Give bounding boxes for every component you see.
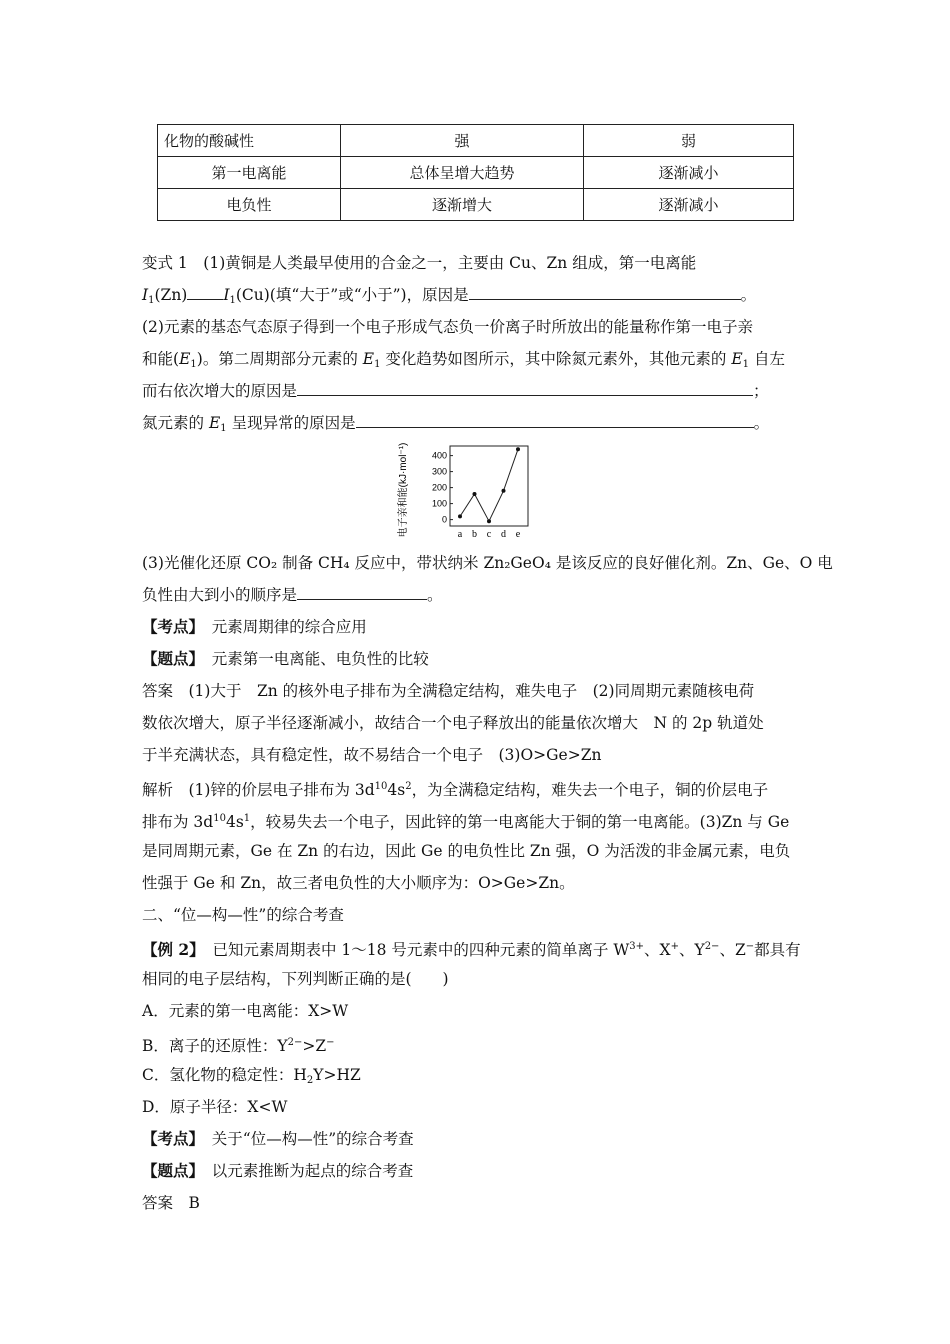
option-a[interactable]: A．元素的第一电离能：X>W bbox=[142, 1002, 349, 1020]
series-line bbox=[460, 449, 518, 521]
table-cell: 逐渐增大 bbox=[341, 189, 584, 221]
table-cell: 总体呈增大趋势 bbox=[341, 157, 584, 189]
table-cell: 强 bbox=[341, 125, 584, 157]
answer1-line3: 于半充满状态，具有稳定性，故不易结合一个电子 (3)O>Ge>Zn bbox=[142, 746, 602, 764]
data-point bbox=[458, 514, 462, 518]
answer1-line1: 答案 (1)大于 Zn 的核外电子排布为全满稳定结构，难失电子 (2)同周期元素随核电荷 bbox=[142, 682, 755, 700]
table-row bbox=[158, 157, 794, 189]
variant1-line4: 和能$(E_1)$。第二周期部分元素的 $E_1$ 变化趋势如图所示，其中除氮元素外，其他元素的 $E_1$ 自左 bbox=[142, 350, 785, 370]
electron-affinity-chart bbox=[388, 440, 548, 540]
table-cell: 逐渐减小 bbox=[584, 189, 794, 221]
tidian-1: 【题点】 元素第一电离能、电负性的比较 bbox=[142, 649, 429, 668]
answer2: 答案 B bbox=[142, 1194, 200, 1212]
table-cell: 第一电离能 bbox=[158, 157, 341, 189]
analysis-line4: 性强于 Ge 和 Zn，故三者电负性的大小顺序为：O>Ge>Zn。 bbox=[142, 874, 575, 892]
y-tick-label: 300 bbox=[431, 466, 447, 477]
variant1-line7: (3)光催化还原 CO₂ 制备 CH₄ 反应中，带状纳米 Zn₂GeO₄ 是该反应的良好催化剂。Zn、Ge、O 电 bbox=[142, 554, 833, 572]
answer-blank[interactable] bbox=[187, 285, 223, 300]
analysis-line1: 解析 (1)锌的价层电子排布为 $3d^{10}4s^2$，为全满稳定结构，难失去一个电子，铜的价层电子 bbox=[142, 781, 769, 799]
kaodian-2: 【考点】 关于“位—构—性”的综合考查 bbox=[142, 1129, 414, 1148]
answer-blank[interactable] bbox=[297, 381, 753, 396]
property-table bbox=[157, 124, 794, 221]
variant1-line5: 而右依次增大的原因是 ； bbox=[142, 382, 769, 400]
tidian-2: 【题点】 以元素推断为起点的综合考查 bbox=[142, 1161, 414, 1180]
x-tick-label: c bbox=[486, 529, 492, 540]
y-tick-label: 400 bbox=[431, 450, 447, 461]
example2-line1: 【例 2】 已知元素周期表中 1～18 号元素中的四种元素的简单离子 $W^{3+}$、X+、$Y^{2-}$、Z−都具有 bbox=[142, 940, 801, 959]
analysis-line3: 是同周期元素，Ge 在 Zn 的右边，因此 Ge 的电负性比 Zn 强，O 为活泼的非金属元素，电负 bbox=[142, 842, 791, 860]
data-point bbox=[473, 492, 477, 496]
kaodian-1: 【考点】 元素周期律的综合应用 bbox=[142, 617, 367, 636]
table-cell: 化物的酸碱性 bbox=[158, 125, 341, 157]
answer-blank[interactable] bbox=[297, 585, 427, 600]
data-point bbox=[487, 519, 491, 523]
table-cell: 逐渐减小 bbox=[584, 157, 794, 189]
variant1-line2: $I_1(Zn)$ $I_1(Cu)$(填“大于”或“小于”)，原因是 。 bbox=[142, 286, 757, 306]
y-tick-label: 100 bbox=[431, 498, 447, 509]
table-cell: 电负性 bbox=[158, 189, 341, 221]
table-cell: 弱 bbox=[584, 125, 794, 157]
example2-line2: 相同的电子层结构，下列判断正确的是( ) bbox=[142, 970, 449, 988]
x-tick-label: e bbox=[515, 529, 521, 540]
table-row bbox=[158, 125, 794, 157]
x-tick-label: d bbox=[501, 529, 506, 540]
option-c[interactable]: C．氢化物的稳定性：$H_2Y>HZ$ bbox=[142, 1066, 361, 1086]
y-axis-label: 电子亲和能(kJ·mol⁻¹) bbox=[398, 442, 409, 538]
option-b[interactable]: B．离子的还原性：$Y^{2-}>Z^-$ bbox=[142, 1037, 335, 1055]
x-tick-label: a bbox=[457, 529, 463, 540]
y-tick-label: 0 bbox=[441, 514, 447, 525]
section-heading: 二、“位—构—性”的综合考查 bbox=[142, 906, 344, 924]
data-point bbox=[502, 489, 506, 493]
y-tick-label: 200 bbox=[431, 482, 447, 493]
variant1-line3: (2)元素的基态气态原子得到一个电子形成气态负一价离子时所放出的能量称作第一电子亲 bbox=[142, 318, 753, 336]
answer1-line2: 数依次增大，原子半径逐渐减小，故结合一个电子释放出的能量依次增大 N 的 2p 轨道处 bbox=[142, 714, 764, 732]
answer-blank[interactable] bbox=[469, 285, 741, 300]
analysis-line2: 排布为 $3d^{10}4s^1$，较易失去一个电子，因此锌的第一电离能大于铜的第一电离能。(3)Zn 与 Ge bbox=[142, 813, 790, 831]
data-point bbox=[516, 447, 520, 451]
variant1-line1: 变式 1 (1)黄铜是人类最早使用的合金之一，主要由 Cu、Zn 组成，第一电离能 bbox=[142, 254, 697, 272]
option-d[interactable]: D．原子半径：X<W bbox=[142, 1098, 288, 1116]
variant1-line6: 氮元素的 $E_1$ 呈现异常的原因是 。 bbox=[142, 414, 770, 434]
table-row bbox=[158, 189, 794, 221]
variant1-line8: 负性由大到小的顺序是 。 bbox=[142, 586, 443, 604]
x-tick-label: b bbox=[472, 529, 477, 540]
answer-blank[interactable] bbox=[356, 413, 754, 428]
